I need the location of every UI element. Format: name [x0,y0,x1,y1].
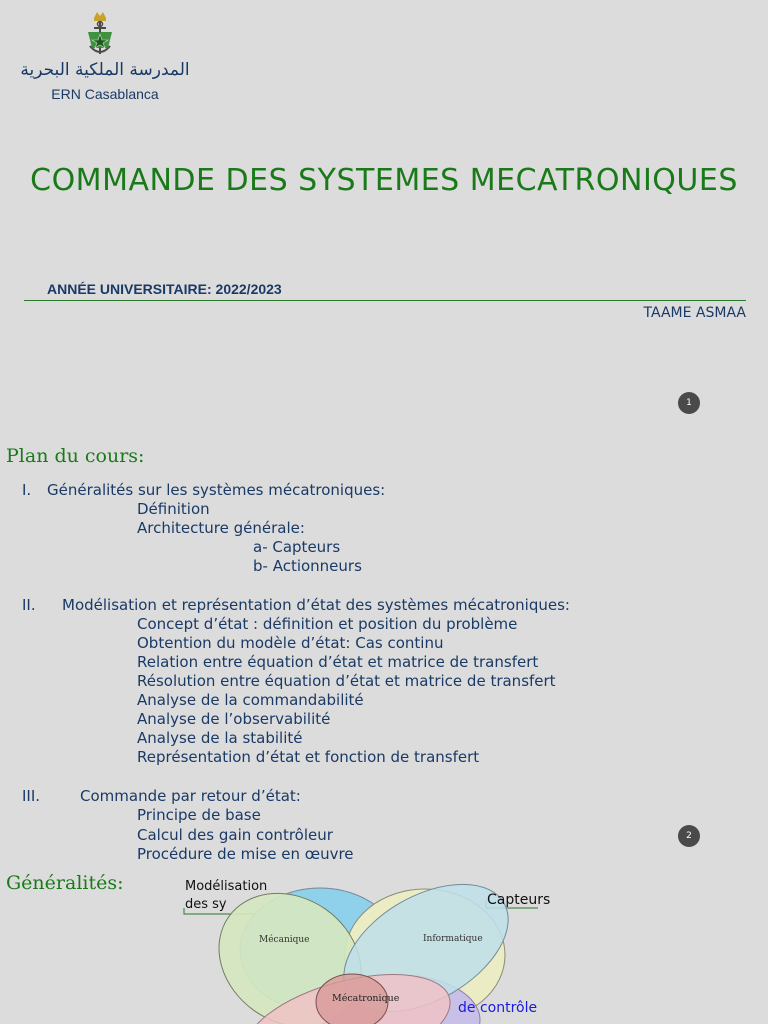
label-modelisation-2: des sy [185,897,227,912]
plan-title: Plan du cours: [6,445,145,467]
school-name-arabic: المدرسة الملكية البحرية [20,60,190,80]
label-informatique: Informatique [423,934,483,944]
plan-item: Représentation d’état et fonction de transfert [137,748,480,766]
section-title: Modélisation et représentation d’état des systèmes mécatroniques: [62,596,570,614]
section-number: I. [22,481,32,499]
academic-year: ANNÉE UNIVERSITAIRE: 2022/2023 [47,281,282,297]
plan-item: Résolution entre équation d’état et matrice de transfert [137,672,556,690]
plan-item: Analyse de l’observabilité [137,710,331,728]
label-mecatronique: Mécatronique [332,993,400,1004]
title-divider [24,300,746,301]
label-mecanique: Mécanique [259,935,310,945]
course-title: COMMANDE DES SYSTEMES MECATRONIQUES [30,163,738,198]
plan-item: Obtention du modèle d’état: Cas continu [137,634,444,652]
label-controle: de contrôle [458,1000,538,1016]
plan-item: Concept d’état : définition et position du problème [137,615,518,633]
generalites-title: Généralités: [6,872,124,894]
plan-item: Architecture générale: [137,519,305,537]
navy-school-emblem-icon [80,10,120,58]
page-number-badge: 1 [678,392,700,414]
plan-item: Analyse de la commandabilité [137,691,364,709]
page-number-badge: 2 [678,825,700,847]
plan-item: Analyse de la stabilité [137,729,303,747]
author-name: TAAME ASMAA [643,305,746,321]
section-title: Généralités sur les systèmes mécatroniques: [47,481,386,499]
mechatronics-venn-diagram [170,870,590,1024]
label-capteurs: Capteurs [487,892,551,908]
plan-item: Calcul des gain contrôleur [137,826,333,844]
plan-item: Principe de base [137,806,261,824]
school-name-latin: ERN Casablanca [51,86,159,102]
label-modelisation: Modélisation [185,879,268,894]
plan-subitem: b- Actionneurs [253,557,362,575]
plan-item: Définition [137,500,210,518]
section-number: III. [22,787,41,805]
section-title: Commande par retour d’état: [80,787,301,805]
plan-item: Procédure de mise en œuvre [137,845,354,863]
plan-subitem: a- Capteurs [253,538,341,556]
plan-item: Relation entre équation d’état et matrice de transfert [137,653,539,671]
section-number: II. [22,596,36,614]
